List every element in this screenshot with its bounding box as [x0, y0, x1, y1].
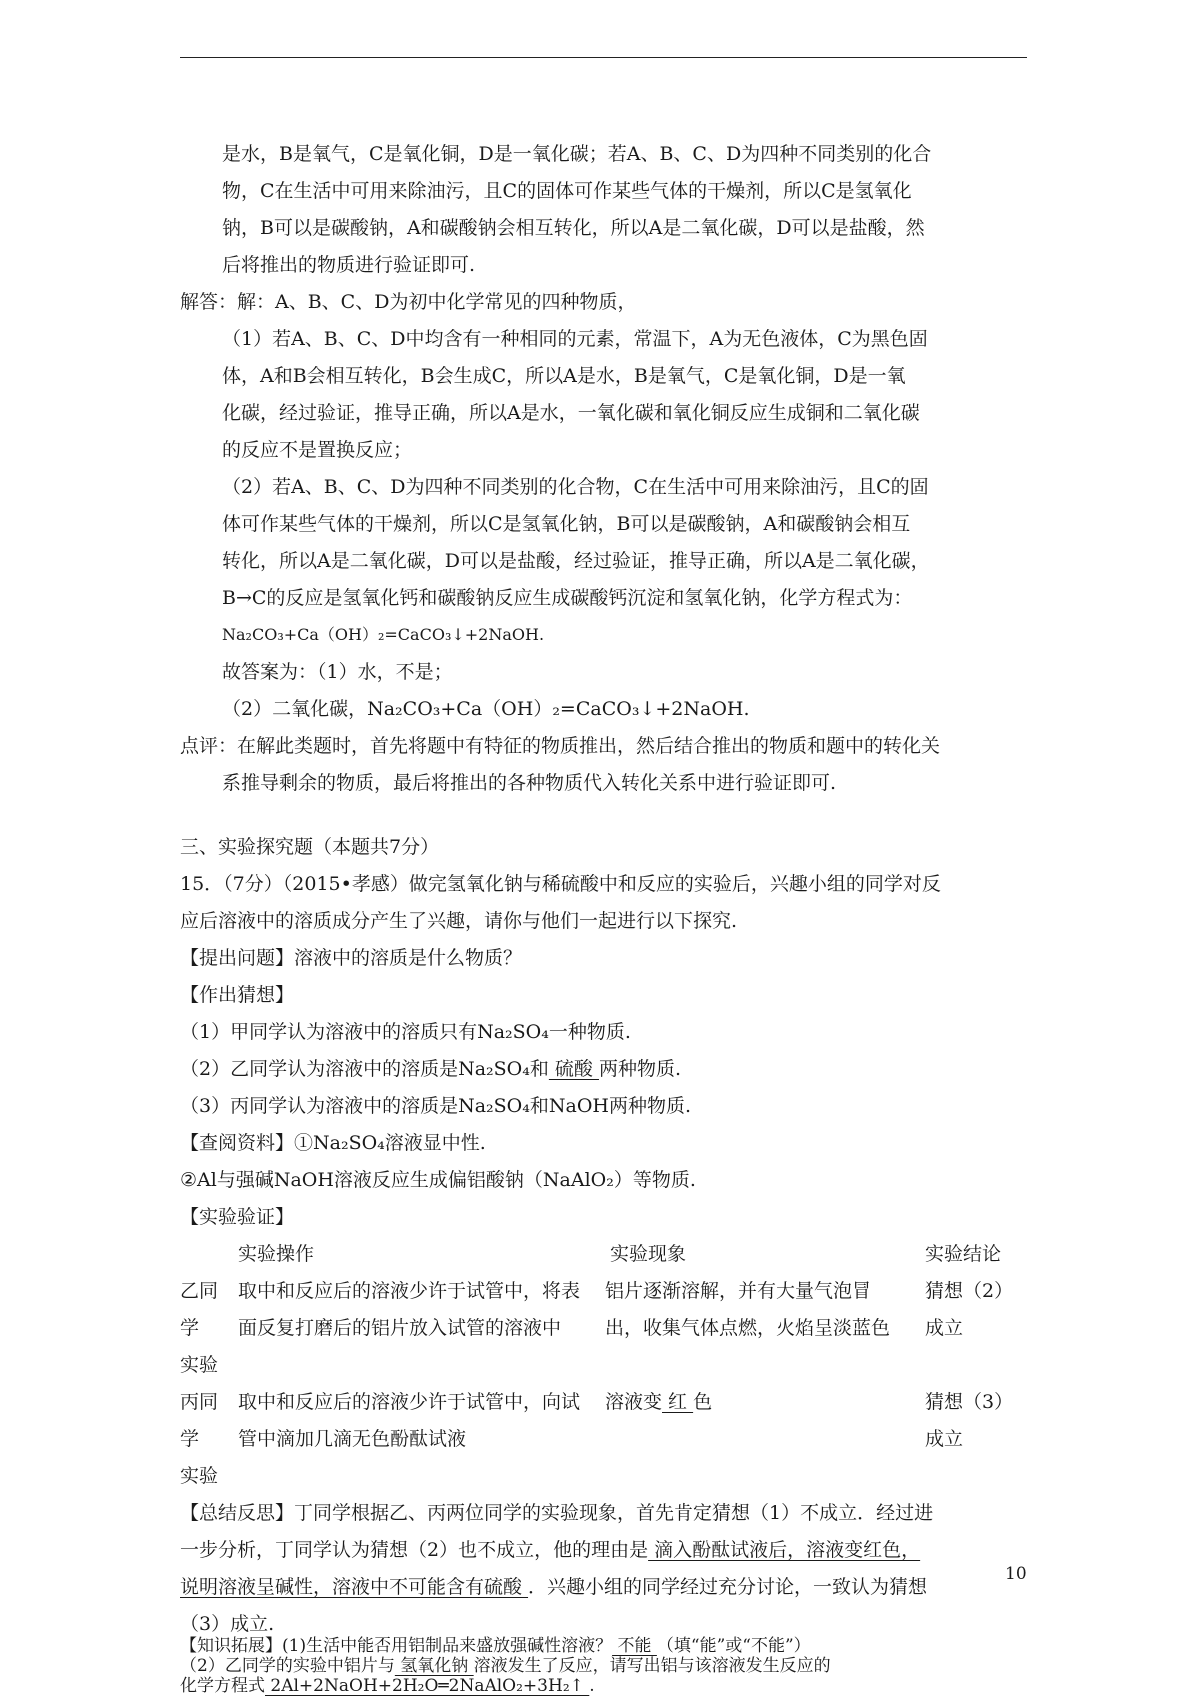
summary-line: 【总结反思】丁同学根据乙、丙两位同学的实验现象，首先肯定猜想（1）不成立．经过进	[180, 1502, 934, 1524]
answer-line: （2）二氧化碳，Na₂CO₃+Ca（OH）₂=CaCO₃↓+2NaOH.	[222, 698, 750, 720]
solution-line: B→C的反应是氢氧化钙和碳酸钠反应生成碳酸钙沉淀和氢氧化钠，化学方程式为：	[222, 587, 913, 609]
analysis-line: 钠，B可以是碳酸钠，A和碳酸钠会相互转化，所以A是二氧化碳，D可以是盐酸，然	[222, 217, 925, 239]
guess-line: （1）甲同学认为溶液中的溶质只有Na₂SO₄一种物质.	[180, 1021, 631, 1043]
guess-line: （3）丙同学认为溶液中的溶质是Na₂SO₄和NaOH两种物质.	[180, 1095, 692, 1117]
row-operation: 取中和反应后的溶液少许于试管中，向试	[238, 1391, 581, 1413]
comment-line: 点评：在解此类题时，首先将题中有特征的物质推出，然后结合推出的物质和题中的转化关	[180, 735, 941, 757]
row-phenomenon: 出，收集气体点燃，火焰呈淡蓝色	[605, 1317, 891, 1339]
reference-line: 【查阅资料】①Na₂SO₄溶液显中性.	[180, 1132, 486, 1154]
row-label: 实验	[180, 1465, 219, 1487]
header-rule	[180, 57, 1027, 58]
summary-line: 一步分析，丁同学认为猜想（2）也不成立，他的理由是 滴入酚酞试液后，溶液变红色，	[180, 1539, 921, 1561]
solution-line: （1）若A、B、C、D中均含有一种相同的元素，常温下，A为无色液体，C为黑色固	[222, 328, 928, 350]
solution-line: 的反应不是置换反应；	[222, 439, 413, 461]
extension-line: 化学方程式 2Al+2NaOH+2H₂O═2NaAlO₂+3H₂↑ .	[180, 1676, 595, 1696]
answer-blank: 滴入酚酞试液后，溶液变红色，	[648, 1539, 921, 1561]
row-label: 丙同	[180, 1391, 219, 1413]
row-operation: 管中滴加几滴无色酚酞试液	[238, 1428, 467, 1450]
row-label: 乙同	[180, 1280, 219, 1302]
question-line: 应后溶液中的溶质成分产生了兴趣，请你与他们一起进行以下探究.	[180, 910, 738, 932]
row-conclusion: 猜想（2）	[925, 1280, 1014, 1302]
row-conclusion: 成立	[925, 1428, 964, 1450]
solution-line: （2）若A、B、C、D为四种不同类别的化合物，C在生活中可用来除油污，且C的固	[222, 476, 929, 498]
table-header-phen: 实验现象	[610, 1243, 687, 1265]
answer-line: 故答案为：（1）水，不是；	[222, 661, 453, 683]
table-header-op: 实验操作	[238, 1243, 315, 1265]
solution-line: 体，A和B会相互转化，B会生成C，所以A是水，B是氧气，C是氧化铜，D是一氧	[222, 365, 906, 387]
question-line: 15．（7分）（2015•孝感）做完氢氧化钠与稀硫酸中和反应的实验后，兴趣小组的同学对反	[180, 873, 941, 895]
guess-line: （2）乙同学认为溶液中的溶质是Na₂SO₄和 硫酸 两种物质.	[180, 1058, 682, 1080]
reference-line: ②Al与强碱NaOH溶液反应生成偏铝酸钠（NaAlO₂）等物质.	[180, 1169, 696, 1191]
table-header-concl: 实验结论	[925, 1243, 1002, 1265]
chemical-equation: Na₂CO₃+Ca（OH）₂=CaCO₃↓+2NaOH.	[222, 625, 545, 644]
answer-blank: 不能	[612, 1636, 657, 1656]
comment-line: 系推导剩余的物质，最后将推出的各种物质代入转化关系中进行验证即可.	[222, 772, 837, 794]
extension-line: 【知识拓展】(1)生活中能否用铝制品来盛放强碱性溶液？ 不能 （填“能”或“不能”）	[180, 1636, 811, 1656]
section-heading: 三、实验探究题（本题共7分）	[180, 836, 440, 858]
solution-line: 化碳，经过验证，推导正确，所以A是水，一氧化碳和氧化铜反应生成铜和二氧化碳	[222, 402, 920, 424]
analysis-line: 物，C在生活中可用来除油污，且C的固体可作某些气体的干燥剂，所以C是氢氧化	[222, 180, 912, 202]
row-phenomenon: 铝片逐渐溶解，并有大量气泡冒	[605, 1280, 872, 1302]
analysis-line: 后将推出的物质进行验证即可.	[222, 254, 476, 276]
row-conclusion: 猜想（3）	[925, 1391, 1014, 1413]
solution-line: 体可作某些气体的干燥剂，所以C是氢氧化钠，B可以是碳酸钠，A和碳酸钠会相互	[222, 513, 911, 535]
solution-line: 转化，所以A是二氧化碳，D可以是盐酸，经过验证，推导正确，所以A是二氧化碳，	[222, 550, 930, 572]
analysis-line: 是水，B是氧气，C是氧化铜，D是一氧化碳；若A、B、C、D为四种不同类别的化合	[222, 143, 932, 165]
answer-blank: 说明溶液呈碱性，溶液中不可能含有硫酸	[180, 1576, 529, 1598]
answer-blank: 氢氧化钠	[394, 1656, 474, 1676]
row-operation: 面反复打磨后的铝片放入试管的溶液中	[238, 1317, 562, 1339]
row-phenomenon: 溶液变 红 色	[605, 1391, 713, 1413]
guess-heading: 【作出猜想】	[180, 984, 295, 1006]
solution-intro: 解答：解：A、B、C、D为初中化学常见的四种物质，	[180, 291, 637, 313]
answer-blank: 红	[662, 1391, 694, 1413]
summary-line: （3）成立.	[180, 1613, 275, 1635]
ask-line: 【提出问题】溶液中的溶质是什么物质？	[180, 947, 523, 969]
answer-blank: 硫酸	[548, 1058, 599, 1080]
row-label: 学	[180, 1317, 200, 1339]
verify-heading: 【实验验证】	[180, 1206, 295, 1228]
page-number: 10	[1005, 1564, 1027, 1584]
row-label: 实验	[180, 1354, 219, 1376]
answer-blank: 2Al+2NaOH+2H₂O═2NaAlO₂+3H₂↑	[265, 1676, 590, 1696]
summary-line: 说明溶液呈碱性，溶液中不可能含有硫酸 ．兴趣小组的同学经过充分讨论，一致认为猜想	[180, 1576, 928, 1598]
row-operation: 取中和反应后的溶液少许于试管中，将表	[238, 1280, 581, 1302]
row-label: 学	[180, 1428, 200, 1450]
row-conclusion: 成立	[925, 1317, 964, 1339]
extension-line: （2）乙同学的实验中铝片与 氢氧化钠 溶液发生了反应，请写出铝与该溶液发生反应的	[180, 1656, 831, 1676]
